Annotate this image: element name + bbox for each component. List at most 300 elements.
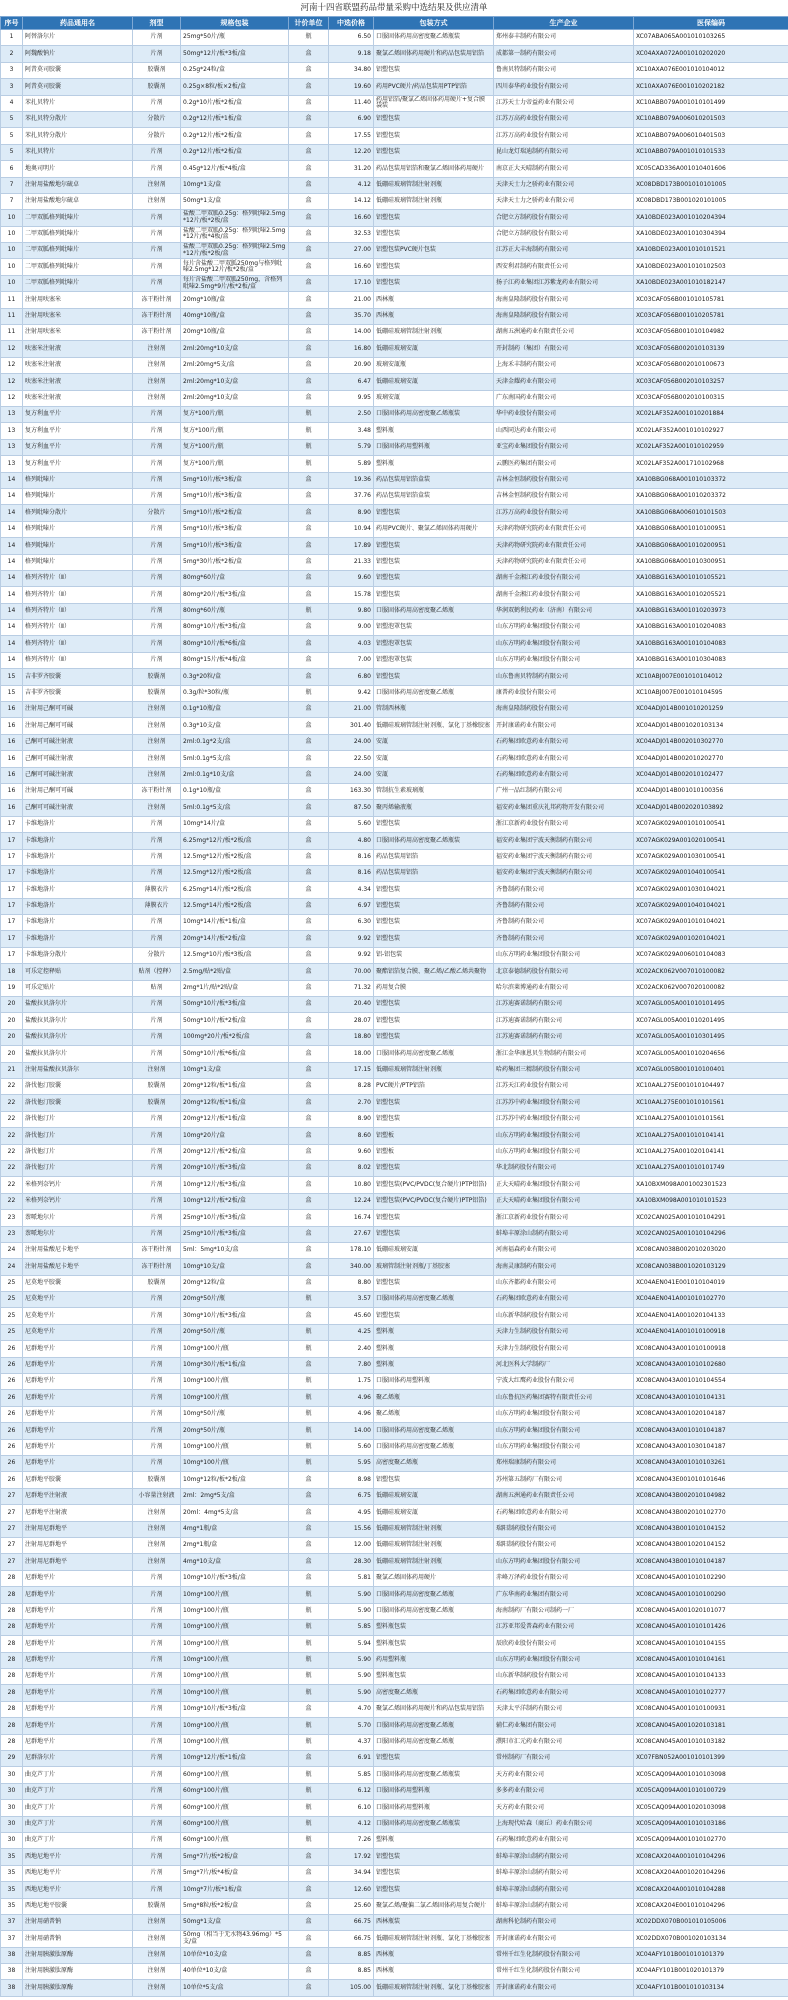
cell-seq: 35	[1, 1882, 23, 1898]
cell-packaging: 铝塑包装	[374, 931, 494, 947]
cell-dosage-form: 片剂	[133, 406, 181, 422]
cell-insurance-code: XC08DBD173B001010101005	[634, 177, 788, 193]
cell-packaging: 口服固体药用高密度聚乙烯瓶	[374, 1603, 494, 1619]
cell-spec: 10mg*12粒/板*2板/盒	[181, 1472, 289, 1488]
cell-drug-name: 西地尼地平片	[23, 1865, 133, 1881]
cell-manufacturer: 江苏正大丰海制药有限公司	[494, 243, 634, 259]
cell-spec: 10mg*1支/盒	[181, 177, 289, 193]
cell-seq: 14	[1, 587, 23, 603]
cell-manufacturer: 海南制药厂有限公司制药一厂	[494, 1603, 634, 1619]
cell-seq: 26	[1, 1439, 23, 1455]
cell-spec: 10mg*100片/瓶	[181, 1455, 289, 1471]
cell-manufacturer: 浙江京新药业股份有限公司	[494, 1210, 634, 1226]
cell-price: 16.60	[329, 210, 374, 226]
cell-drug-name: 注射用盐酸拉贝洛尔	[23, 1062, 133, 1078]
cell-drug-name: 呋塞米注射液	[23, 374, 133, 390]
cell-packaging: 低硼硅玻璃管制注射剂瓶、氯化丁基橡胶塞	[374, 1980, 494, 1996]
cell-packaging: 塑料瓶	[374, 423, 494, 439]
cell-dosage-form: 片剂	[133, 1160, 181, 1176]
cell-drug-name: 注射用盐酸尼卡地平	[23, 1242, 133, 1258]
table-row	[1, 1210, 788, 1226]
cell-seq: 10	[1, 243, 23, 259]
cell-unit: 盒	[289, 1914, 329, 1930]
table-row	[1, 1046, 788, 1062]
table-row	[1, 1341, 788, 1357]
cell-price: 5.70	[329, 1718, 374, 1734]
cell-unit: 瓶	[289, 1832, 329, 1848]
cell-dosage-form: 片剂	[133, 1226, 181, 1242]
cell-seq: 7	[1, 177, 23, 193]
cell-spec: 50mg*12片/板*3板/盒	[181, 46, 289, 62]
cell-unit: 盒	[289, 1537, 329, 1553]
cell-spec: 40mg*10瓶/盒	[181, 308, 289, 324]
cell-drug-name: 尼群地平片	[23, 1455, 133, 1471]
cell-insurance-code: XC05CAQ094A001010103186	[634, 1816, 788, 1832]
cell-spec: 0.1g*10瓶/盒	[181, 783, 289, 799]
cell-insurance-code: XA10BXM098A001002301523	[634, 1177, 788, 1193]
cell-manufacturer: 江苏苏中药业集团股份有限公司	[494, 1095, 634, 1111]
cell-manufacturer: 福安药业集团宁波天衡制药有限公司	[494, 833, 634, 849]
cell-packaging: 铝塑泡罩包装	[374, 620, 494, 636]
header-spec: 规格包装	[181, 17, 289, 30]
cell-drug-name: 卡维地洛片	[23, 898, 133, 914]
table-row	[1, 341, 788, 357]
cell-packaging: 铝塑包装	[374, 144, 494, 160]
cell-price: 6.80	[329, 669, 374, 685]
cell-manufacturer: 四川泰华药业股份有限公司	[494, 79, 634, 95]
cell-price: 71.32	[329, 980, 374, 996]
cell-price: 4.95	[329, 1505, 374, 1521]
cell-manufacturer: 南京正大天晴制药有限公司	[494, 161, 634, 177]
cell-unit: 盒	[289, 1210, 329, 1226]
cell-price: 8.98	[329, 1472, 374, 1488]
table-row	[1, 1079, 788, 1095]
cell-insurance-code: XC04ADJ014B002010302770	[634, 734, 788, 750]
cell-drug-name: 尼群地平片	[23, 1406, 133, 1422]
cell-seq: 17	[1, 898, 23, 914]
cell-price: 12.24	[329, 1193, 374, 1209]
cell-unit: 瓶	[289, 1734, 329, 1750]
cell-drug-name: 尼群地平片	[23, 1423, 133, 1439]
cell-insurance-code: XC08CAX204A001020104296	[634, 1865, 788, 1881]
cell-spec: 20mg*12粒/板*1板/盒	[181, 1079, 289, 1095]
cell-unit: 盒	[289, 734, 329, 750]
cell-manufacturer: 华中药业股份有限公司	[494, 406, 634, 422]
cell-packaging: 安瓿	[374, 734, 494, 750]
cell-seq: 15	[1, 669, 23, 685]
cell-dosage-form: 胶囊剂	[133, 1079, 181, 1095]
cell-packaging: 口服固体药用塑料瓶	[374, 1800, 494, 1816]
cell-spec: 0.25g*24粒/盒	[181, 62, 289, 78]
table-row	[1, 161, 788, 177]
cell-drug-name: 盐酸拉贝洛尔片	[23, 997, 133, 1013]
table-row	[1, 423, 788, 439]
cell-seq: 35	[1, 1865, 23, 1881]
cell-insurance-code: XC04AEN041A001010102770	[634, 1292, 788, 1308]
table-row	[1, 751, 788, 767]
cell-insurance-code: XC05CAQ094A001010100729	[634, 1783, 788, 1799]
table-row	[1, 1357, 788, 1373]
cell-price: 18.00	[329, 1046, 374, 1062]
table-row	[1, 275, 788, 291]
cell-seq: 14	[1, 652, 23, 668]
cell-dosage-form: 胶囊剂	[133, 1472, 181, 1488]
cell-insurance-code: XA10BBG163A001010205521	[634, 587, 788, 603]
cell-drug-name: 苯扎贝特分散片	[23, 128, 133, 144]
cell-seq: 17	[1, 849, 23, 865]
cell-seq: 10	[1, 259, 23, 275]
cell-packaging: 铝塑包装	[374, 538, 494, 554]
cell-drug-name: 尼群地平片	[23, 1685, 133, 1701]
cell-price: 5.79	[329, 439, 374, 455]
cell-packaging: 药品包装用铝箔盒装	[374, 488, 494, 504]
cell-manufacturer: 云鹏医药集团有限公司	[494, 456, 634, 472]
cell-manufacturer: 山东方明药业集团股份有限公司	[494, 1554, 634, 1570]
cell-price: 6.10	[329, 1800, 374, 1816]
cell-drug-name: 注射用硝普钠	[23, 1914, 133, 1930]
header-packaging: 包装方式	[374, 17, 494, 30]
cell-insurance-code: XC04ADJ014B001010100356	[634, 783, 788, 799]
cell-seq: 25	[1, 1292, 23, 1308]
cell-unit: 盒	[289, 997, 329, 1013]
cell-dosage-form: 胶囊剂	[133, 1275, 181, 1291]
cell-price: 9.95	[329, 390, 374, 406]
cell-unit: 盒	[289, 1570, 329, 1586]
cell-manufacturer: 海南皇隆制药股份有限公司	[494, 308, 634, 324]
cell-packaging: 聚丙烯输液瓶	[374, 800, 494, 816]
cell-manufacturer: 江苏万高药业股份有限公司	[494, 111, 634, 127]
cell-dosage-form: 注射剂	[133, 767, 181, 783]
cell-seq: 17	[1, 915, 23, 931]
cell-packaging: 口服固体药用塑料瓶	[374, 1374, 494, 1390]
cell-dosage-form: 片剂	[133, 275, 181, 291]
cell-drug-name: 尼群地平片	[23, 1669, 133, 1685]
cell-spec: 60mg*100片/瓶	[181, 1816, 289, 1832]
cell-packaging: 铝塑包装	[374, 226, 494, 242]
cell-spec: 10mg*1支/盒	[181, 1062, 289, 1078]
cell-spec: 10mg*10支/盒	[181, 1259, 289, 1275]
cell-insurance-code: XC07AGK029A001040100541	[634, 865, 788, 881]
cell-drug-name: 西地尼地平胶囊	[23, 1898, 133, 1914]
cell-drug-name: 卡维地洛片	[23, 865, 133, 881]
cell-manufacturer: 天津天士力之骄药业有限公司	[494, 193, 634, 209]
cell-unit: 盒	[289, 702, 329, 718]
cell-price: 31.20	[329, 161, 374, 177]
cell-insurance-code: XC04ADJ014B001010201259	[634, 702, 788, 718]
cell-unit: 盒	[289, 1308, 329, 1324]
cell-insurance-code: XC07AGK029A001030104021	[634, 882, 788, 898]
cell-spec: 0.2g*12片/板*1板/盒	[181, 111, 289, 127]
cell-unit: 盒	[289, 1275, 329, 1291]
cell-dosage-form: 片剂	[133, 997, 181, 1013]
cell-seq: 26	[1, 1390, 23, 1406]
cell-price: 6.30	[329, 915, 374, 931]
cell-seq: 16	[1, 718, 23, 734]
cell-manufacturer: 天津金耀药业有限公司	[494, 374, 634, 390]
cell-price: 9.80	[329, 603, 374, 619]
cell-dosage-form: 注射剂	[133, 1980, 181, 1996]
cell-seq: 13	[1, 456, 23, 472]
cell-insurance-code: XC04AFY101B001010101379	[634, 1947, 788, 1963]
table-row	[1, 1292, 788, 1308]
table-row	[1, 882, 788, 898]
cell-unit: 盒	[289, 1488, 329, 1504]
cell-seq: 17	[1, 931, 23, 947]
table-row	[1, 1308, 788, 1324]
cell-spec: 0.25g×8粒/板×2板/盒	[181, 79, 289, 95]
cell-seq: 14	[1, 505, 23, 521]
cell-unit: 盒	[289, 1259, 329, 1275]
table-row	[1, 193, 788, 209]
cell-seq: 22	[1, 1128, 23, 1144]
cell-insurance-code: XA10BBG163A001010104083	[634, 636, 788, 652]
cell-spec: 50mg*1支/盒	[181, 193, 289, 209]
cell-packaging: 铝塑包装	[374, 1111, 494, 1127]
cell-price: 8.16	[329, 865, 374, 881]
cell-price: 4.12	[329, 1816, 374, 1832]
cell-insurance-code: XA10BBG068A001010200951	[634, 538, 788, 554]
cell-dosage-form: 注射剂	[133, 718, 181, 734]
cell-dosage-form: 片剂	[133, 423, 181, 439]
cell-seq: 30	[1, 1800, 23, 1816]
cell-seq: 17	[1, 882, 23, 898]
cell-seq: 16	[1, 702, 23, 718]
table-row	[1, 947, 788, 963]
cell-price: 20.90	[329, 357, 374, 373]
cell-price: 66.75	[329, 1931, 374, 1947]
cell-unit: 盒	[289, 128, 329, 144]
cell-price: 5.90	[329, 1685, 374, 1701]
cell-dosage-form: 片剂	[133, 1341, 181, 1357]
cell-drug-name: 尼群地平片	[23, 1390, 133, 1406]
cell-dosage-form: 注射剂	[133, 193, 181, 209]
cell-packaging: 铝塑包装	[374, 997, 494, 1013]
cell-insurance-code: XC08CAN045A001010103182	[634, 1734, 788, 1750]
cell-dosage-form: 注射剂	[133, 751, 181, 767]
cell-dosage-form: 分散片	[133, 128, 181, 144]
cell-spec: 10mg*100片/瓶	[181, 1439, 289, 1455]
table-row	[1, 865, 788, 881]
table-row	[1, 980, 788, 996]
cell-spec: 4mg*1瓶/盒	[181, 1521, 289, 1537]
cell-manufacturer: 海南皇隆制药股份有限公司	[494, 292, 634, 308]
cell-drug-name: 注射用尼群地平	[23, 1554, 133, 1570]
cell-insurance-code: XC03CAF056B002010103257	[634, 374, 788, 390]
cell-spec: 40单位*10支/盒	[181, 1964, 289, 1980]
cell-dosage-form: 片剂	[133, 1783, 181, 1799]
cell-spec: 2.5mg/贴*2贴/盒	[181, 964, 289, 980]
cell-packaging: 药用复合膜	[374, 980, 494, 996]
cell-spec: 10mg*100片/瓶	[181, 1718, 289, 1734]
cell-drug-name: 己酮可可碱注射液	[23, 734, 133, 750]
cell-seq: 18	[1, 964, 23, 980]
cell-price: 8.80	[329, 1275, 374, 1291]
cell-drug-name: 格列齐特片（Ⅱ）	[23, 587, 133, 603]
cell-insurance-code: XC02LAF352A001710102968	[634, 456, 788, 472]
cell-seq: 26	[1, 1374, 23, 1390]
cell-packaging: 高密度聚乙烯瓶	[374, 1685, 494, 1701]
cell-insurance-code: XC08CAN045A001010104155	[634, 1636, 788, 1652]
cell-seq: 35	[1, 1849, 23, 1865]
cell-unit: 盒	[289, 46, 329, 62]
cell-dosage-form: 冻干粉针剂	[133, 292, 181, 308]
cell-packaging: 安瓿	[374, 751, 494, 767]
cell-drug-name: 尼群洛尔片	[23, 1751, 133, 1767]
cell-unit: 盒	[289, 1947, 329, 1963]
table-row	[1, 734, 788, 750]
cell-packaging: 铝塑包装	[374, 587, 494, 603]
cell-seq: 17	[1, 816, 23, 832]
cell-manufacturer: 濮阳市汇元药业有限公司	[494, 1734, 634, 1750]
cell-drug-name: 尼群地平胶囊	[23, 1472, 133, 1488]
cell-unit: 瓶	[289, 1816, 329, 1832]
cell-drug-name: 阿昔莫司胶囊	[23, 62, 133, 78]
cell-drug-name: 尼群地平片	[23, 1619, 133, 1635]
cell-manufacturer: 湖南科伦制药有限公司	[494, 1914, 634, 1930]
cell-dosage-form: 片剂	[133, 1128, 181, 1144]
cell-price: 25.60	[329, 1898, 374, 1914]
cell-price: 15.56	[329, 1521, 374, 1537]
cell-price: 9.42	[329, 685, 374, 701]
cell-manufacturer: 吉林金恒制药股份有限公司	[494, 472, 634, 488]
cell-drug-name: 格列吡嗪片	[23, 488, 133, 504]
cell-packaging: 塑料瓶	[374, 456, 494, 472]
cell-dosage-form: 片剂	[133, 1669, 181, 1685]
cell-drug-name: 注射用呋塞米	[23, 325, 133, 341]
cell-dosage-form: 注射剂	[133, 1505, 181, 1521]
table-row	[1, 1898, 788, 1914]
cell-drug-name: 格列吡嗪片	[23, 521, 133, 537]
cell-dosage-form: 片剂	[133, 1439, 181, 1455]
cell-spec: 50mg（相当于无水物43.96mg）*5支/盒	[181, 1931, 289, 1947]
cell-seq: 11	[1, 325, 23, 341]
cell-seq: 17	[1, 947, 23, 963]
cell-price: 16.74	[329, 1210, 374, 1226]
cell-seq: 20	[1, 997, 23, 1013]
table-row	[1, 1177, 788, 1193]
cell-price: 5.90	[329, 1587, 374, 1603]
cell-insurance-code: XA10BBG163A001010203973	[634, 603, 788, 619]
cell-dosage-form: 片剂	[133, 1144, 181, 1160]
table-row	[1, 1324, 788, 1340]
cell-insurance-code: XA10BBG163A001010304083	[634, 652, 788, 668]
cell-price: 27.00	[329, 243, 374, 259]
table-row	[1, 46, 788, 62]
cell-manufacturer: 山东鲁抗医药集团赛特有限责任公司	[494, 1390, 634, 1406]
cell-seq: 13	[1, 406, 23, 422]
cell-manufacturer: 江苏天江药业股份有限公司	[494, 1079, 634, 1095]
cell-price: 21.00	[329, 702, 374, 718]
table-row	[1, 1406, 788, 1422]
cell-drug-name: 呋塞米注射液	[23, 390, 133, 406]
cell-spec: 20mg*10片/板*3板/盒	[181, 1160, 289, 1176]
cell-packaging: 铝塑包装	[374, 1882, 494, 1898]
table-row	[1, 767, 788, 783]
cell-insurance-code: XC10ABJ007E001010104012	[634, 669, 788, 685]
cell-packaging: 聚氯乙烯固体药用硬片	[374, 1570, 494, 1586]
cell-price: 7.00	[329, 652, 374, 668]
cell-drug-name: 尼群地平片	[23, 1652, 133, 1668]
cell-unit: 盒	[289, 1095, 329, 1111]
cell-dosage-form: 冻干粉针剂	[133, 325, 181, 341]
cell-drug-name: 注射用盐酸地尔硫卓	[23, 177, 133, 193]
cell-insurance-code: XC02DDX070B001020103134	[634, 1931, 788, 1947]
cell-price: 19.60	[329, 79, 374, 95]
cell-dosage-form: 片剂	[133, 46, 181, 62]
cell-insurance-code: XC08CAN043A001010102680	[634, 1357, 788, 1373]
cell-insurance-code: XC10ABB079A006010401503	[634, 128, 788, 144]
cell-unit: 瓶	[289, 1783, 329, 1799]
cell-seq: 21	[1, 1062, 23, 1078]
cell-insurance-code: XC03CAF056B002010103139	[634, 341, 788, 357]
cell-drug-name: 西地尼地平片	[23, 1882, 133, 1898]
table-row	[1, 603, 788, 619]
cell-price: 9.92	[329, 947, 374, 963]
cell-drug-name: 呋塞米注射液	[23, 357, 133, 373]
cell-dosage-form: 片剂	[133, 1210, 181, 1226]
cell-unit: 盒	[289, 521, 329, 537]
cell-manufacturer: 蚌埠丰原涂山制药有限公司	[494, 1865, 634, 1881]
cell-spec: 5mg*8粒/板*2板/盒	[181, 1898, 289, 1914]
cell-dosage-form: 注射剂	[133, 1554, 181, 1570]
cell-insurance-code: XC08CAN045A001010100290	[634, 1587, 788, 1603]
table-row	[1, 931, 788, 947]
cell-spec: 0.3g/粒*30粒/瓶	[181, 685, 289, 701]
cell-packaging: 玻璃管制注射剂瓶/丁基胶塞	[374, 1259, 494, 1275]
cell-manufacturer: 广东南国药业有限公司	[494, 390, 634, 406]
cell-packaging: 低硼硅玻璃安瓿	[374, 374, 494, 390]
cell-unit: 盒	[289, 275, 329, 291]
cell-seq: 20	[1, 1013, 23, 1029]
cell-seq: 30	[1, 1767, 23, 1783]
cell-packaging: 铝塑包装	[374, 111, 494, 127]
header-seq: 序号	[1, 17, 23, 30]
cell-insurance-code: XC05CAQ094A001010103098	[634, 1767, 788, 1783]
cell-dosage-form: 片剂	[133, 1832, 181, 1848]
cell-manufacturer: 石药集团欧意药业有限公司	[494, 1685, 634, 1701]
cell-manufacturer: 西安利君制药有限责任公司	[494, 259, 634, 275]
table-row	[1, 1882, 788, 1898]
table-row	[1, 849, 788, 865]
table-row	[1, 308, 788, 324]
cell-drug-name: 尼莫地平胶囊	[23, 1275, 133, 1291]
cell-unit: 盒	[289, 1865, 329, 1881]
table-row	[1, 1029, 788, 1045]
cell-spec: 12.5mg*14片/板*2板/盒	[181, 898, 289, 914]
table-row	[1, 1767, 788, 1783]
cell-dosage-form: 冻干粉针剂	[133, 783, 181, 799]
cell-spec: 每片含盐酸二甲双胍250mg，含格列吡嗪2.5mg*9片/板*2板/盒	[181, 275, 289, 291]
cell-drug-name: 格列齐特片（Ⅱ）	[23, 620, 133, 636]
cell-unit: 瓶	[289, 1341, 329, 1357]
cell-manufacturer: 开封康诺药业有限公司	[494, 1931, 634, 1947]
cell-dosage-form: 片剂	[133, 210, 181, 226]
table-row	[1, 1226, 788, 1242]
cell-price: 21.33	[329, 554, 374, 570]
cell-price: 178.10	[329, 1242, 374, 1258]
table-row	[1, 1128, 788, 1144]
cell-packaging: 玻璃安瓿	[374, 390, 494, 406]
cell-seq: 14	[1, 636, 23, 652]
table-row	[1, 210, 788, 226]
cell-dosage-form: 片剂	[133, 1292, 181, 1308]
cell-packaging: 铝塑包装PVC硬片包装	[374, 243, 494, 259]
cell-drug-name: 格列吡嗪片	[23, 554, 133, 570]
cell-seq: 12	[1, 341, 23, 357]
cell-unit: 瓶	[289, 1718, 329, 1734]
cell-unit: 盒	[289, 79, 329, 95]
table-row	[1, 128, 788, 144]
